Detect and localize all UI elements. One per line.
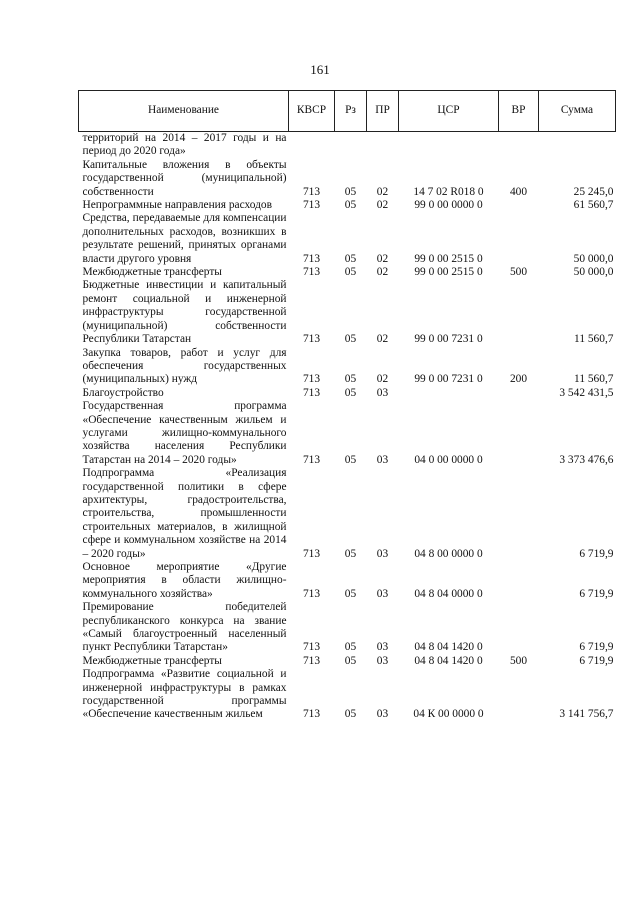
row-vr: 500 bbox=[509, 654, 528, 667]
row-kvsr: 713 bbox=[302, 333, 321, 346]
row-rz: 05 bbox=[344, 386, 357, 399]
row-vr bbox=[499, 400, 539, 467]
row-name: Благоустройство bbox=[82, 386, 164, 399]
row-csr: 04 К 00 0000 0 bbox=[413, 708, 484, 721]
row-rz: 05 bbox=[344, 453, 357, 466]
row-kvsr: 713 bbox=[302, 453, 321, 466]
budget-table bbox=[78, 90, 616, 722]
row-pr: 02 bbox=[376, 266, 389, 279]
row-csr: 99 0 00 0000 0 bbox=[414, 199, 483, 212]
row-pr: 03 bbox=[376, 453, 389, 466]
row-sum: 3 542 431,5 bbox=[559, 386, 614, 399]
table-row bbox=[79, 199, 616, 212]
row-csr: 04 8 04 1420 0 bbox=[414, 654, 483, 667]
row-pr: 02 bbox=[376, 199, 389, 212]
column-header-name: Наименование bbox=[79, 91, 289, 132]
row-sum: 11 560,7 bbox=[574, 373, 614, 386]
row-csr: 99 0 00 7231 0 bbox=[414, 373, 483, 386]
row-kvsr: 713 bbox=[302, 587, 321, 600]
table-row bbox=[79, 387, 616, 400]
row-csr bbox=[399, 387, 499, 400]
row-pr: 03 bbox=[376, 547, 389, 560]
row-kvsr bbox=[289, 132, 335, 159]
row-name: Непрограммные направления расходов bbox=[82, 199, 273, 212]
row-pr bbox=[367, 132, 399, 159]
table-header-row bbox=[79, 91, 616, 132]
row-name: Средства, передаваемые для компенсации дополнительных расходов, возникших в результате решений, принятых органами власти другого уровня bbox=[82, 212, 287, 265]
table-row bbox=[79, 601, 616, 655]
row-sum: 6 719,9 bbox=[579, 587, 614, 600]
row-sum: 3 141 756,7 bbox=[559, 708, 614, 721]
row-rz: 05 bbox=[344, 587, 357, 600]
row-vr: 400 bbox=[509, 185, 528, 198]
column-header-vr: ВР bbox=[499, 91, 539, 132]
row-kvsr: 713 bbox=[302, 373, 321, 386]
row-name: Основное мероприятие «Другие мероприятия в области жилищно-коммунального хозяйства» bbox=[82, 561, 287, 600]
page-number: 161 bbox=[310, 62, 330, 77]
table-row bbox=[79, 655, 616, 668]
table-row bbox=[79, 561, 616, 601]
row-pr: 02 bbox=[376, 185, 389, 198]
table-row bbox=[79, 266, 616, 279]
row-kvsr: 713 bbox=[302, 386, 321, 399]
table-row bbox=[79, 400, 616, 467]
row-vr bbox=[499, 387, 539, 400]
table-row bbox=[79, 212, 616, 266]
row-csr: 04 8 04 1420 0 bbox=[414, 641, 483, 654]
row-pr: 03 bbox=[376, 654, 389, 667]
row-rz: 05 bbox=[344, 199, 357, 212]
row-sum: 50 000,0 bbox=[573, 252, 614, 265]
table-row bbox=[79, 467, 616, 561]
row-rz: 05 bbox=[344, 266, 357, 279]
row-kvsr: 713 bbox=[302, 654, 321, 667]
row-rz: 05 bbox=[344, 252, 357, 265]
row-pr: 02 bbox=[376, 333, 389, 346]
row-vr bbox=[499, 199, 539, 212]
row-name: территорий на 2014 – 2017 годы и на период до 2020 года» bbox=[82, 132, 287, 158]
row-csr: 99 0 00 7231 0 bbox=[414, 333, 483, 346]
column-header-sum: Сумма bbox=[539, 91, 616, 132]
column-header-csr: ЦСР bbox=[399, 91, 499, 132]
row-name: Закупка товаров, работ и услуг для обеспечения государственных (муниципальных) нужд bbox=[82, 346, 287, 386]
table-body bbox=[79, 132, 616, 722]
row-sum: 3 373 476,6 bbox=[559, 453, 614, 466]
row-name: Межбюджетные трансферты bbox=[82, 654, 222, 667]
row-csr: 04 8 04 0000 0 bbox=[414, 587, 483, 600]
row-rz: 05 bbox=[344, 708, 357, 721]
row-kvsr: 713 bbox=[302, 641, 321, 654]
row-sum: 6 719,9 bbox=[579, 547, 614, 560]
row-vr bbox=[499, 212, 539, 266]
row-kvsr: 713 bbox=[302, 547, 321, 560]
table-row bbox=[79, 668, 616, 722]
table-row bbox=[79, 347, 616, 387]
row-rz bbox=[335, 132, 367, 159]
row-csr: 99 0 00 2515 0 bbox=[414, 252, 483, 265]
row-csr: 14 7 02 R018 0 bbox=[413, 185, 484, 198]
column-header-pr: ПР bbox=[367, 91, 399, 132]
row-rz: 05 bbox=[344, 641, 357, 654]
row-kvsr: 713 bbox=[302, 252, 321, 265]
row-csr: 99 0 00 2515 0 bbox=[414, 266, 483, 279]
row-vr bbox=[499, 561, 539, 601]
row-sum: 6 719,9 bbox=[579, 641, 614, 654]
row-rz: 05 bbox=[344, 373, 357, 386]
row-vr bbox=[499, 132, 539, 159]
row-name: Межбюджетные трансферты bbox=[82, 266, 222, 279]
row-vr bbox=[499, 668, 539, 722]
row-rz: 05 bbox=[344, 654, 357, 667]
row-name: Капитальные вложения в объекты государственной (муниципальной) собственности bbox=[82, 158, 287, 198]
row-name: Подпрограмма «Развитие социальной и инженерной инфраструктуры в рамках государственной программы «Обеспечение качественным жильем bbox=[82, 668, 287, 721]
row-pr: 02 bbox=[376, 252, 389, 265]
row-sum: 61 560,7 bbox=[573, 199, 614, 212]
row-kvsr: 713 bbox=[302, 708, 321, 721]
row-csr bbox=[399, 132, 499, 159]
column-header-rz: Рз bbox=[335, 91, 367, 132]
row-vr: 200 bbox=[509, 373, 528, 386]
column-header-kvsr: КВСР bbox=[289, 91, 335, 132]
row-name: Бюджетные инвестиции и капитальный ремонт социальной и инженерной инфраструктуры государственной (муниципальной) собственности Республики Татарстан bbox=[82, 279, 287, 346]
row-sum: 11 560,7 bbox=[574, 333, 614, 346]
row-pr: 02 bbox=[376, 373, 389, 386]
row-name: Премирование победителей республиканского конкурса на звание «Самый благоустроенный населенный пункт Республики Татарстан» bbox=[82, 601, 287, 654]
row-sum: 6 719,9 bbox=[579, 654, 614, 667]
row-sum: 50 000,0 bbox=[573, 266, 614, 279]
row-pr: 03 bbox=[376, 587, 389, 600]
row-vr bbox=[499, 467, 539, 561]
row-name: Государственная программа «Обеспечение качественным жильем и услугами жилищно-коммунального хозяйства населения Республики Татарстан на 2014 – 2020 годы» bbox=[82, 400, 287, 466]
row-pr: 03 bbox=[376, 708, 389, 721]
table-row bbox=[79, 132, 616, 159]
row-rz: 05 bbox=[344, 547, 357, 560]
row-sum bbox=[539, 132, 616, 159]
row-csr: 04 8 00 0000 0 bbox=[414, 547, 483, 560]
row-kvsr: 713 bbox=[302, 199, 321, 212]
row-kvsr: 713 bbox=[302, 266, 321, 279]
row-rz: 05 bbox=[344, 185, 357, 198]
row-kvsr: 713 bbox=[302, 185, 321, 198]
row-csr: 04 0 00 0000 0 bbox=[414, 453, 483, 466]
row-vr bbox=[499, 601, 539, 655]
row-rz: 05 bbox=[344, 333, 357, 346]
row-vr: 500 bbox=[509, 266, 528, 279]
row-pr: 03 bbox=[376, 641, 389, 654]
row-pr: 03 bbox=[376, 386, 389, 399]
row-name: Подпрограмма «Реализация государственной политики в сфере архитектуры, градостроительства, строительства, промышленности строительных материалов, в жилищной сфере и коммунальном хозяйстве на 2014 – 2020 годы» bbox=[82, 467, 287, 560]
row-sum: 25 245,0 bbox=[573, 185, 614, 198]
table-row bbox=[79, 279, 616, 346]
row-vr bbox=[499, 279, 539, 346]
table-row bbox=[79, 159, 616, 199]
